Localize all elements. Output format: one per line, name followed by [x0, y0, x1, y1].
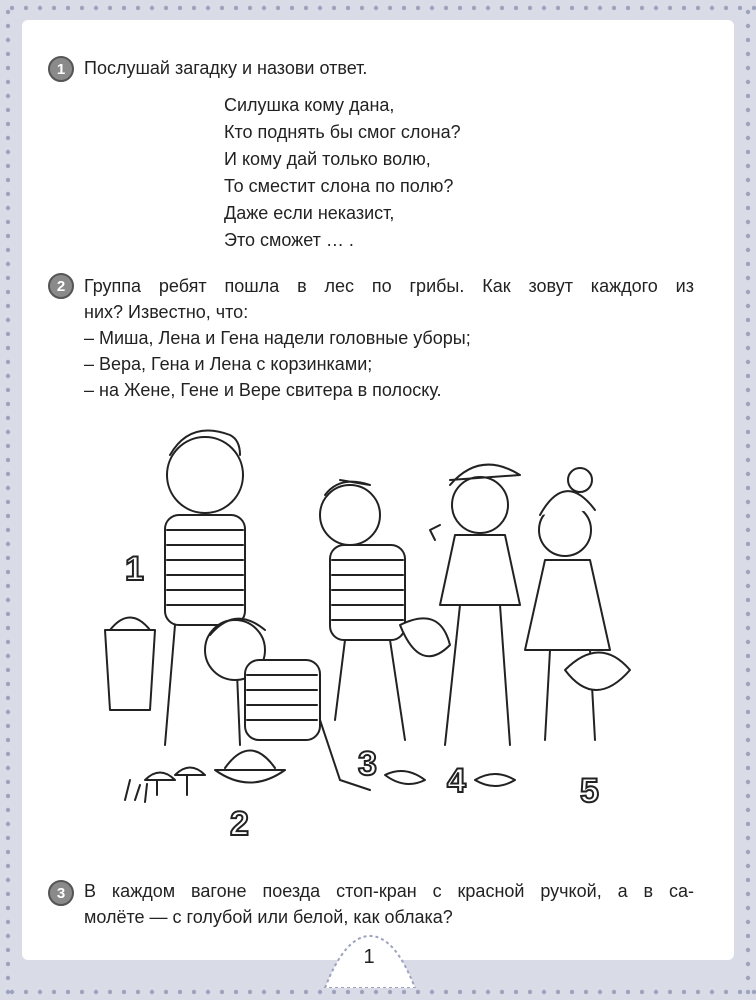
poem-line: То сместит слона по полю? [224, 176, 454, 196]
task-2-number-badge: 2 [48, 273, 74, 299]
task-2-text [84, 273, 694, 403]
clue-item: – Миша, Лена и Гена надели головные уборы; [84, 328, 471, 348]
riddle-poem [224, 92, 461, 254]
poem-line: Даже если неказист, [224, 203, 395, 223]
task-3-line: В каждом вагоне поезда стоп-кран с красной ручкой, а в са- [84, 881, 694, 901]
child-3-figure [320, 480, 450, 740]
page-number: 1 [363, 945, 375, 968]
child-label-3: 3 [358, 745, 377, 783]
poem-line: Это сможет … . [224, 230, 354, 250]
clue-item: – Вера, Гена и Лена с корзинками; [84, 354, 373, 374]
poem-line: Кто поднять бы смог слона? [224, 122, 461, 142]
task-1-number-badge: 1 [48, 56, 74, 82]
child-label-5: 5 [580, 772, 599, 810]
task-3-text [84, 878, 694, 930]
clue-item: – на Жене, Гене и Вере свитера в полоску. [84, 380, 442, 400]
task-3-number-badge: 3 [48, 880, 74, 906]
task-3-line: молёте — с голубой или белой, как облака? [84, 907, 453, 927]
task-1-prompt: Послушай загадку и назови ответ. [84, 58, 368, 78]
task-2-intro-line: них? Известно, что: [84, 302, 249, 322]
poem-line: Силушка кому дана, [224, 95, 395, 115]
child-4-figure [430, 465, 520, 745]
child-label-1: 1 [125, 550, 144, 588]
child-5-figure [525, 468, 630, 740]
child-label-4: 4 [447, 762, 466, 800]
task-2-intro-line: Группа ребят пошла в лес по грибы. Как зовут каждого из [84, 276, 694, 296]
poem-line: И кому дай только волю, [224, 149, 431, 169]
child-label-2: 2 [230, 805, 249, 840]
children-illustration [95, 420, 655, 840]
